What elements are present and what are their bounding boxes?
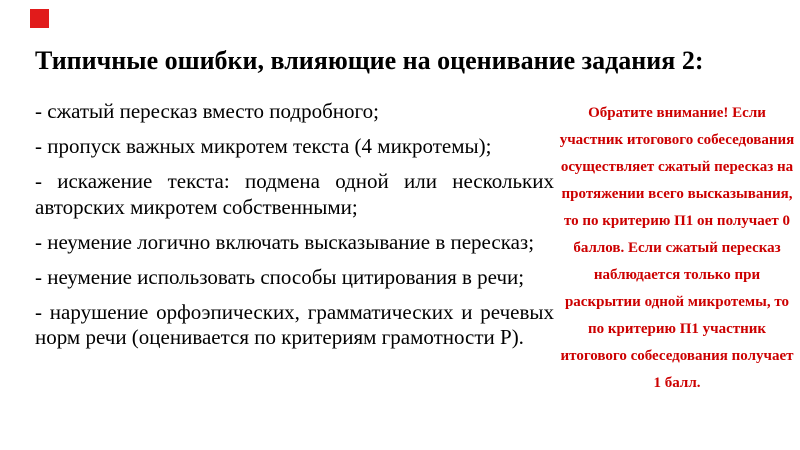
bullet-item: - нарушение орфоэпических, грамматических и речевых норм речи (оценивается по критериям грамотности Р).: [35, 300, 554, 350]
bullet-item: - сжатый пересказ вместо подробного;: [35, 99, 379, 123]
note-panel: [558, 100, 796, 397]
bullet-item: - неумение использовать способы цитирования в речи;: [35, 264, 525, 289]
red-square-marker: [30, 9, 49, 28]
bullet-item: - неумение логично включать высказывание в пересказ;: [35, 229, 535, 254]
bullet-item: - пропуск важных микротем текста (4 микротемы);: [35, 134, 492, 159]
bullet-list: [35, 99, 554, 361]
bullet-item: - искажение текста: подмена одной или нескольких авторских микротем собственными;: [35, 169, 554, 219]
note-text: Обратите внимание! Если участник итогового собеседования осуществляет сжатый пересказ на протяжении всего высказывания, то по критерию П1 он получает 0 баллов. Если сжатый пересказ наблюдается только при раскрытии одной микротемы, то по критерию П1 участник итогового собеседования получает 1 балл.: [559, 105, 795, 391]
slide-title: Типичные ошибки, влияющие на оценивание задания 2:: [35, 46, 704, 75]
